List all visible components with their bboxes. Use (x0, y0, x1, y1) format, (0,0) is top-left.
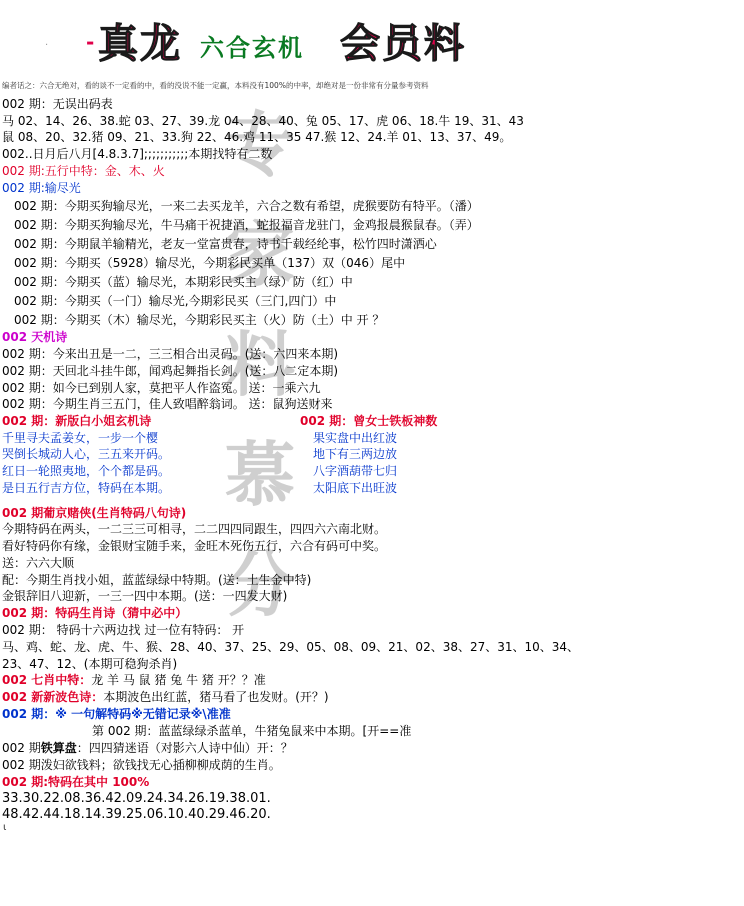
qixiao-label: 002 七肖中特： (2, 673, 92, 687)
brand-title-part1: 真龙 (98, 20, 182, 67)
shengxiao-title: 002 期：特码生肖诗（猜中必中） (2, 606, 188, 620)
brand-title-part3: 会员料 (340, 20, 466, 67)
dushen-line: 配：今期生肖找小姐，蓝蓝绿绿中特期。(送：土生金中特) (2, 573, 312, 587)
tianji-line: 002 期：天回北斗挂牛郎，闻鸡起舞指长剑。(送：八二定本期) (2, 364, 339, 378)
dushen-line: 看好特码你有缘，金银财宝随手来，金旺木死伤五行，六合有码可中奖。 (2, 539, 387, 553)
shengxiao-line: 002 期： 特码十六两边找 过一位有特码： 开 (2, 623, 245, 637)
zuihou-title: 002 期:特码在其中 100% (2, 775, 150, 789)
xiaojie-line: 红日一轮照夷地，个个都是码。 (2, 464, 171, 478)
xiaojie-line: 千里寻夫孟姜女，一步一个樱 (2, 431, 159, 445)
xiaojie-line: 是日五行吉方位，特码在本期。 (2, 481, 171, 495)
tianji-line: 002 期：今期生肖三五门，佳人致唱醉翁词。 送：鼠狗送财来 (2, 397, 333, 411)
header (0, 0, 744, 70)
qixiao-row (2, 672, 266, 688)
brand-title-part2: 六合玄机 (200, 33, 304, 62)
shuchu-title: 002 期:输尽光 (2, 181, 81, 195)
table-title: 002 期：无误出码表 (2, 97, 113, 111)
shuchu-line: 002 期：今期买（5928）输尽光，今期彩民买单（137）双（046）尾中 (14, 256, 406, 270)
tianji-line: 002 期：今来出丑是一二，三三相合出灵码。(送：六四来本期) (2, 347, 339, 361)
zuihou-numbers: 33.30.22.08.36.42.09.24.34.26.19.38.01. (2, 791, 271, 806)
suanpan-bold: 铁算盘 (40, 741, 77, 755)
dushen-line: 今期特码在两头，一二三三可相寻，二二四四同跟生，四四六六南北财。 (2, 522, 387, 536)
zuihou-numbers: 48.42.44.18.14.39.25.06.10.40.29.46.20. (2, 807, 271, 822)
watermark-char: 慕 (225, 433, 295, 516)
xiaojie-line: 哭倒长城动人心，三五来开码。 (2, 447, 171, 461)
tianji-line: 002 期：如今已到别人家，莫把平人作盗冤。 送：一乘六九 (2, 381, 321, 395)
shuchu-line: 002 期：今期鼠羊输精光，老友一堂富贵春，诗书千载经纶事，松竹四时潇洒心 (14, 237, 437, 251)
shuchu-line: 002 期：今期买（蓝）输尽光，本期彩民买主（绿）防（红）中 (14, 275, 353, 289)
bose-row (2, 689, 329, 705)
tieban-line: 地下有三两边放 (313, 447, 398, 461)
tieban-line: 八字酒葫带七归 (313, 464, 398, 478)
shuchu-line: 002 期：今期买狗输尽光，一来二去买龙羊，六合之数有希望，虎猴要防有特平。（潘） (14, 199, 479, 213)
suanpan-label: 002 期 (2, 741, 41, 755)
table-row: 马 02、14、26、38.蛇 03、27、39.龙 04、28、40、兔 05、17、虎 06、18.牛 19、31、43 (2, 114, 524, 128)
qixiao-value: 龙 羊 马 鼠 猪 兔 牛 猪 开？？准 (91, 673, 266, 687)
brand-dash: - (86, 30, 95, 54)
suanpan-row (2, 740, 293, 756)
tail-mark: ɩ (3, 822, 7, 833)
shengxiao-line: 马、鸡、蛇、龙、虎、牛、猴、28、40、37、25、29、05、08、09、21、02、38、27、31、10、34、 (2, 640, 580, 654)
watermark-char: 分 (225, 543, 295, 626)
bose-label: 002 新新波色诗： (2, 690, 104, 704)
tieban-title: 002 期：曾女士铁板神数 (300, 414, 438, 428)
dushen-line: 金银辞旧八迎新，一三一四中本期。(送：一四发大财) (2, 589, 288, 603)
yiju-line: 第 002 期：蓝蓝绿绿杀蓝单，牛猪兔鼠来中本期。[开==准 (92, 724, 412, 738)
dushen-line: 送：六六大顺 (2, 556, 75, 570)
editor-notice: 编者话之：六合无绝对，看的谈不一定看的中，看的没说不能一定赢，本料没有100%的中率，却绝对是一份非常有分量参考资料 (2, 81, 429, 90)
dot-mark: · (45, 40, 49, 51)
bose-value: 本期波色出红蓝，猪马看了也发财。(开？) (103, 690, 329, 704)
table-row: 002..日月后八月[4.8.3.7];;;;;;;;;;;本期找特有二数 (2, 147, 273, 161)
tianji-title: 002 天机诗 (2, 330, 68, 344)
suanpan-text: ：四四猜迷语（对影六人诗中仙）开：？ (76, 741, 293, 755)
watermark-char: 家 (225, 213, 295, 296)
table-row: 鼠 08、20、32.猪 09、21、33.狗 22、46.鸡 11、35 47.猴 12、24.羊 01、13、37、49。 (2, 130, 512, 144)
wuxing-title: 002 期:五行中特：金、木、火 (2, 164, 165, 178)
shuchu-line: 002 期：今期买（木）输尽光，今期彩民买主（火）防（土）中 开 ？ (14, 313, 385, 327)
watermark-char: 专 (225, 103, 295, 186)
yiju-title: 002 期：※ 一句解特码※无错记录※\准准 (2, 707, 231, 721)
dushen-title: 002 期葡京赌侠(生肖特码八句诗) (2, 506, 187, 520)
shuchu-line: 002 期：今期买（一门）输尽光,今期彩民买（三门,四门）中 (14, 294, 337, 308)
shengxiao-line: 23、47、12、(本期可稳狗杀肖) (2, 657, 178, 671)
tieban-line: 果实盘中出红波 (313, 431, 398, 445)
watermark-char: 料 (225, 323, 295, 406)
shuchu-line: 002 期：今期买狗输尽光，牛马痛干祝捷酒，蛇报福音龙驻门，金鸡报晨猴鼠春。（弄） (14, 218, 479, 232)
xiaojie-title: 002 期：新版白小姐玄机诗 (2, 414, 152, 428)
tieban-line: 太阳底下出旺波 (313, 481, 398, 495)
pofu-line: 002 期泼妇欲钱料；欲钱找无心插柳柳成荫的生肖。 (2, 758, 281, 772)
